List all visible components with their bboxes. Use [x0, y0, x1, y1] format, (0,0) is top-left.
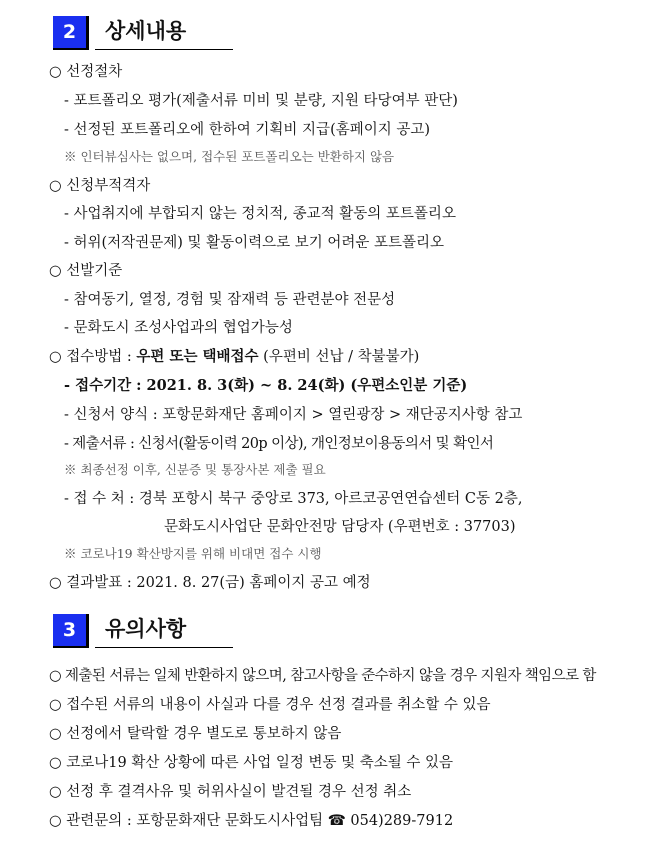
section-header-notes: [53, 612, 233, 648]
phone-number: 054)289-7912: [345, 813, 454, 829]
method-label: ○ 접수방법 :: [49, 349, 137, 365]
submission-method: [49, 345, 419, 366]
list-item: ○ 코로나19 확산 상황에 따른 사업 일정 변동 및 축소될 수 있음: [49, 755, 453, 771]
list-item: ○ 접수된 서류의 내용이 사실과 다를 경우 선정 결과를 취소할 수 있음: [49, 697, 491, 713]
list-item: - 문화도시 조성사업과의 협업가능성: [64, 320, 293, 336]
list-item: - 사업취지에 부합되지 않는 정치적, 종교적 활동의 포트폴리오: [64, 206, 456, 222]
list-item: ○ 제출된 서류는 일체 반환하지 않으며, 참고사항을 준수하지 않을 경우 지원자 책임으로 함: [49, 668, 596, 684]
note-item: ※ 최종선정 이후, 신분증 및 통장사본 제출 필요: [64, 462, 326, 477]
list-item: - 포트폴리오 평가(제출서류 미비 및 분량, 지원 타당여부 판단): [64, 93, 458, 109]
list-item: - 신청서 양식 : 포항문화재단 홈페이지 > 열린광장 > 재단공지사항 참고: [64, 407, 523, 423]
section-number-badge: 3: [53, 614, 89, 648]
list-item: ○ 선정 후 결격사유 및 허위사실이 발견될 경우 선정 취소: [49, 784, 412, 800]
list-item: ○ 선정에서 탈락할 경우 별도로 통보하지 않음: [49, 726, 342, 742]
section-title: 유의사항: [95, 614, 233, 648]
section-header-details: [53, 14, 233, 50]
section-number-badge: 2: [53, 16, 89, 50]
list-item: - 참여동기, 열정, 경험 및 잠재력 등 관련분야 전문성: [64, 292, 396, 308]
note-item: ※ 코로나19 확산방지를 위해 비대면 접수 시행: [64, 546, 322, 561]
list-item: ○ 선정절차: [49, 64, 123, 80]
method-note: (우편비 선납 / 착불불가): [258, 349, 420, 365]
list-item: - 선정된 포트폴리오에 한하여 기획비 지급(홈페이지 공고): [64, 122, 431, 138]
contact-line: [49, 809, 453, 830]
phone-icon: ☎: [327, 813, 346, 829]
list-item: ○ 결과발표 : 2021. 8. 27(금) 홈페이지 공고 예정: [49, 575, 371, 591]
list-item-continuation: 문화도시사업단 문화안전망 담당자 (우편번호 : 37703): [164, 519, 516, 535]
list-item: ○ 신청부적격자: [49, 178, 151, 194]
method-bold: 우편 또는 택배접수: [136, 348, 259, 365]
list-item: - 제출서류 : 신청서(활동이력 20p 이상), 개인정보이용동의서 및 확인서: [64, 436, 494, 452]
list-item: ○ 선발기준: [49, 263, 123, 279]
list-item: - 허위(저작권문제) 및 활동이력으로 보기 어려운 포트폴리오: [64, 235, 445, 251]
note-item: ※ 인터뷰심사는 없으며, 접수된 포트폴리오는 반환하지 않음: [64, 149, 395, 164]
contact-label: ○ 관련문의 : 포항문화재단 문화도시사업팀: [49, 813, 328, 829]
list-item: - 접 수 처 : 경북 포항시 북구 중앙로 373, 아르코공연연습센터 C동 2층,: [64, 491, 523, 507]
section-title: 상세내용: [95, 16, 233, 50]
submission-period: - 접수기간 : 2021. 8. 3(화) ~ 8. 24(화) (우편소인분 기준): [64, 377, 468, 394]
